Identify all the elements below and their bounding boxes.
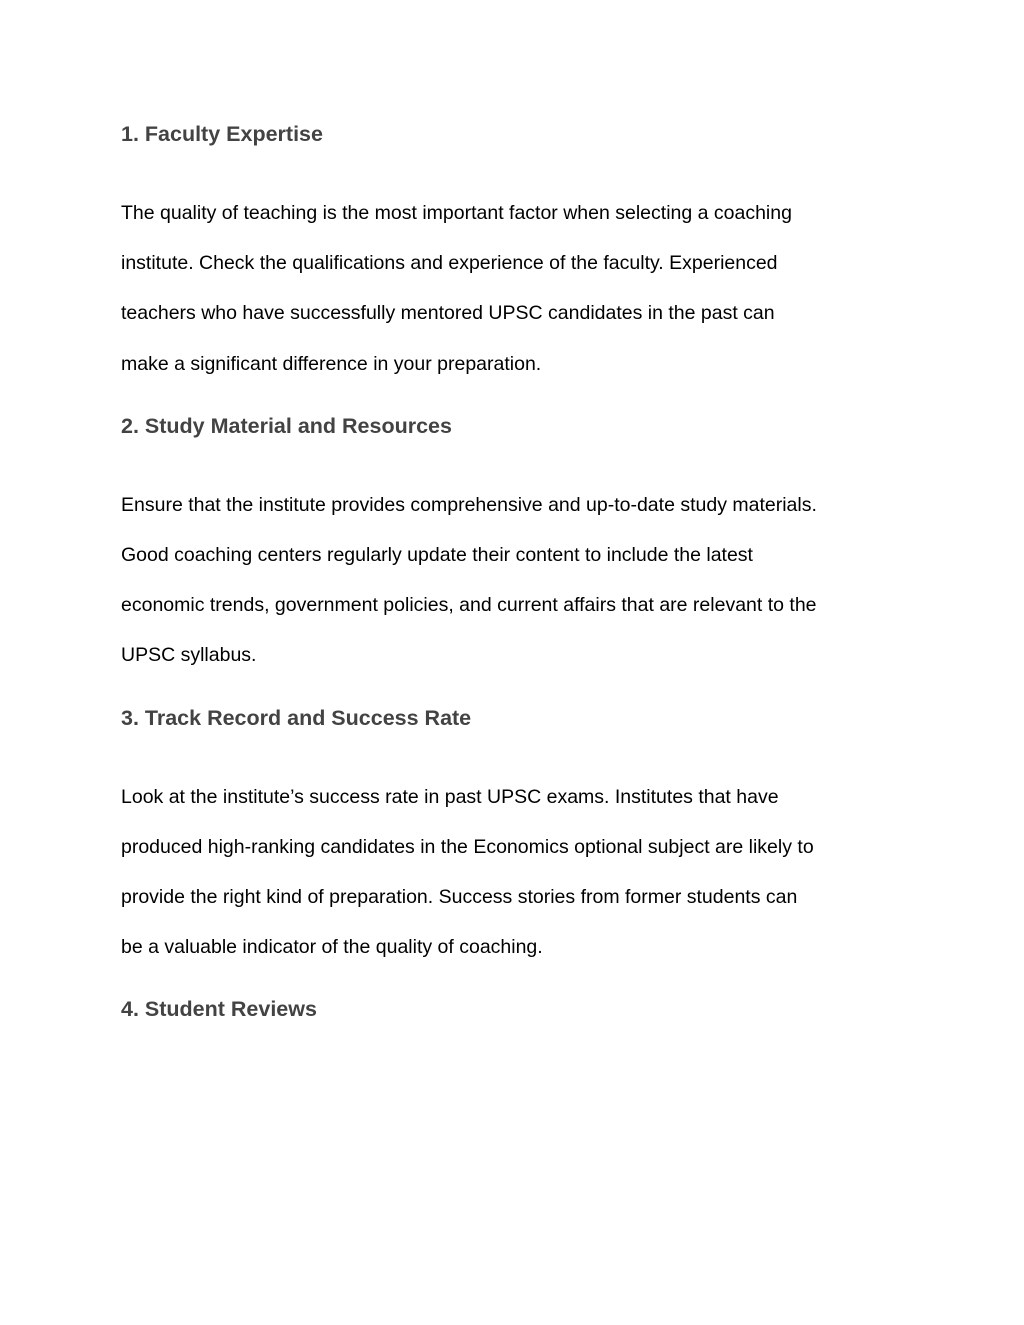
section-heading: 4. Student Reviews <box>121 997 317 1022</box>
section-track-record <box>121 702 911 994</box>
section-heading: 1. Faculty Expertise <box>121 122 323 146</box>
section-paragraph <box>121 480 911 681</box>
section-study-material <box>121 410 911 702</box>
paragraph-line: produced high-ranking candidates in the Economics optional subject are likely to <box>121 835 814 858</box>
section-heading: 2. Study Material and Resources <box>121 413 452 438</box>
section-paragraph <box>121 188 911 389</box>
section-faculty-expertise <box>121 118 911 410</box>
section-heading: 3. Track Record and Success Rate <box>121 705 472 730</box>
section-student-reviews <box>121 993 911 1025</box>
paragraph-line: The quality of teaching is the most important factor when selecting a coaching <box>121 202 792 224</box>
paragraph-line: make a significant difference in your preparation. <box>121 352 542 375</box>
paragraph-line: be a valuable indicator of the quality of coaching. <box>121 936 543 959</box>
paragraph-line: economic trends, government policies, and current affairs that are relevant to the <box>121 594 817 617</box>
document-content <box>121 118 911 1025</box>
paragraph-line: teachers who have successfully mentored UPSC candidates in the past can <box>121 302 775 325</box>
paragraph-line: Ensure that the institute provides comprehensive and up-to-date study materials. <box>121 493 817 516</box>
paragraph-line: institute. Check the qualifications and experience of the faculty. Experienced <box>121 252 778 275</box>
paragraph-line: provide the right kind of preparation. Success stories from former students can <box>121 886 798 909</box>
paragraph-line: Good coaching centers regularly update their content to include the latest <box>121 544 753 567</box>
paragraph-line: Look at the institute’s success rate in past UPSC exams. Institutes that have <box>121 785 779 808</box>
section-paragraph <box>121 772 911 973</box>
paragraph-line: UPSC syllabus. <box>121 644 257 667</box>
